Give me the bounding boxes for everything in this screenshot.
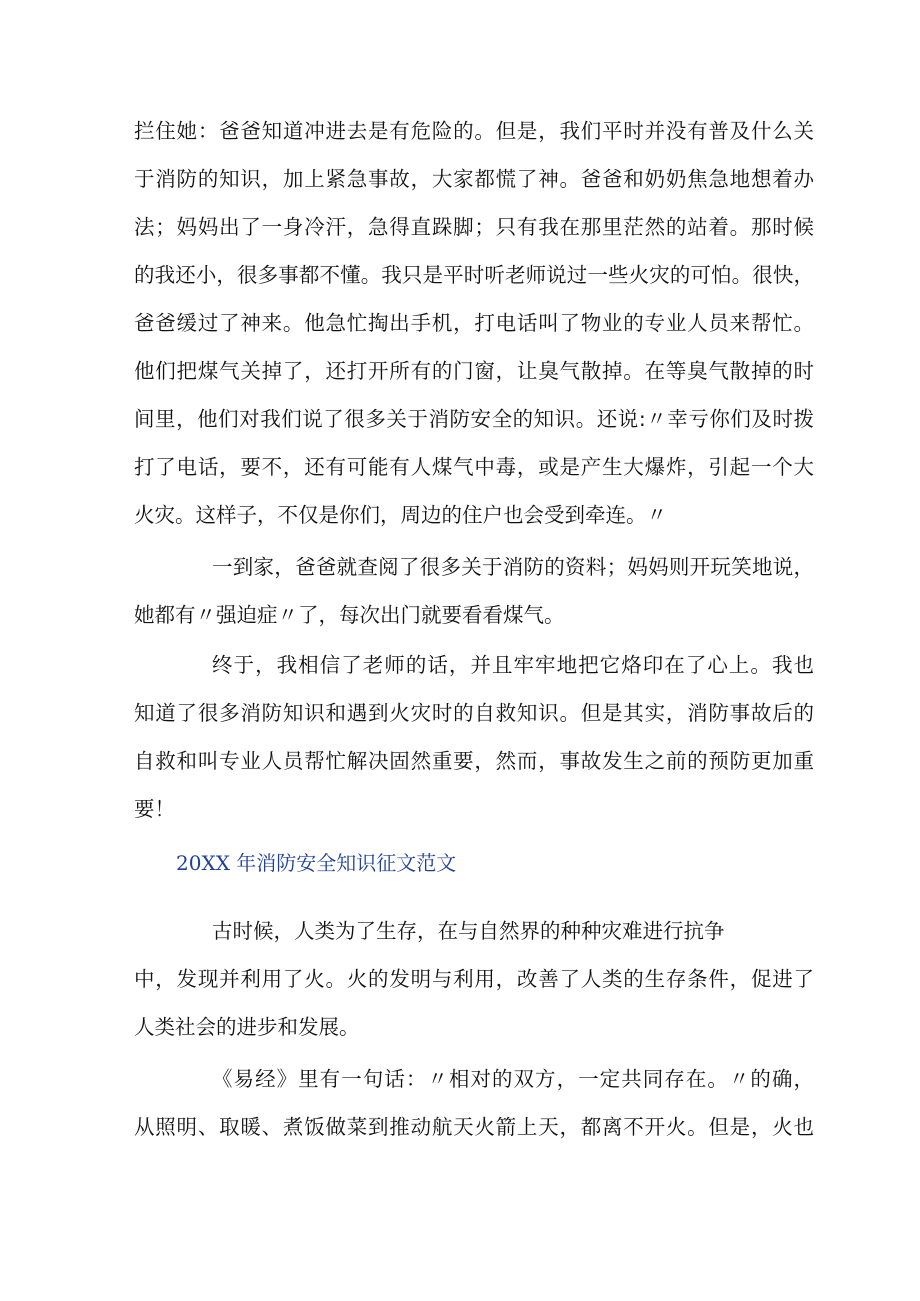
- text-line: 终于，我相信了老师的话，并且牢牢地把它烙印在了心上。我也: [212, 653, 814, 677]
- text-line: 打了电话，要不，还有可能有人煤气中毒，或是产生大爆炸，引起一个大: [134, 455, 814, 479]
- text-line: 古时候，人类为了生存，在与自然界的种种灾难进行抗争: [212, 919, 725, 943]
- text-line: 知道了很多消防知识和遇到火灾时的自救知识。但是其实，消防事故后的: [134, 701, 814, 725]
- text-line: 的我还小，很多事都不懂。我只是平时听老师说过一些火灾的可怕。很快，: [134, 263, 814, 287]
- text-line: 人类社会的进步和发展。: [134, 1015, 360, 1039]
- section-heading: 20XX 年消防安全知识征文范文: [176, 851, 457, 875]
- text-line: 火灾。这样子，不仅是你们，周边的住户也会受到牵连。〃: [134, 503, 667, 527]
- text-line: 拦住她：爸爸知道冲进去是有危险的。但是，我们平时并没有普及什么关: [134, 119, 814, 143]
- text-line: 间里，他们对我们说了很多关于消防安全的知识。还说:〃幸亏你们及时拨: [134, 407, 814, 431]
- text-line: 《易经》里有一句话：〃相对的双方，一定共同存在。〃的确，: [212, 1067, 814, 1091]
- text-line: 中，发现并利用了火。火的发明与利用，改善了人类的生存条件，促进了: [134, 967, 814, 991]
- text-line: 他们把煤气关掉了，还打开所有的门窗，让臭气散掉。在等臭气散掉的时: [134, 359, 814, 383]
- text-line: 她都有〃强迫症〃了，每次出门就要看看煤气。: [134, 603, 565, 627]
- text-line: 爸爸缓过了神来。他急忙掏出手机，打电话叫了物业的专业人员来帮忙。: [134, 311, 814, 335]
- text-line: 自救和叫专业人员帮忙解决固然重要，然而，事故发生之前的预防更加重: [134, 749, 814, 773]
- text-line: 法；妈妈出了一身冷汗，急得直跺脚；只有我在那里茫然的站着。那时候: [134, 215, 814, 239]
- text-line: 于消防的知识，加上紧急事故，大家都慌了神。爸爸和奶奶焦急地想着办: [134, 167, 814, 191]
- text-line: 从照明、取暖、煮饭做菜到推动航天火箭上天，都离不开火。但是，火也: [134, 1115, 814, 1139]
- text-line: 要！: [134, 797, 175, 821]
- text-line: 一到家，爸爸就查阅了很多关于消防的资料；妈妈则开玩笑地说，: [212, 555, 814, 579]
